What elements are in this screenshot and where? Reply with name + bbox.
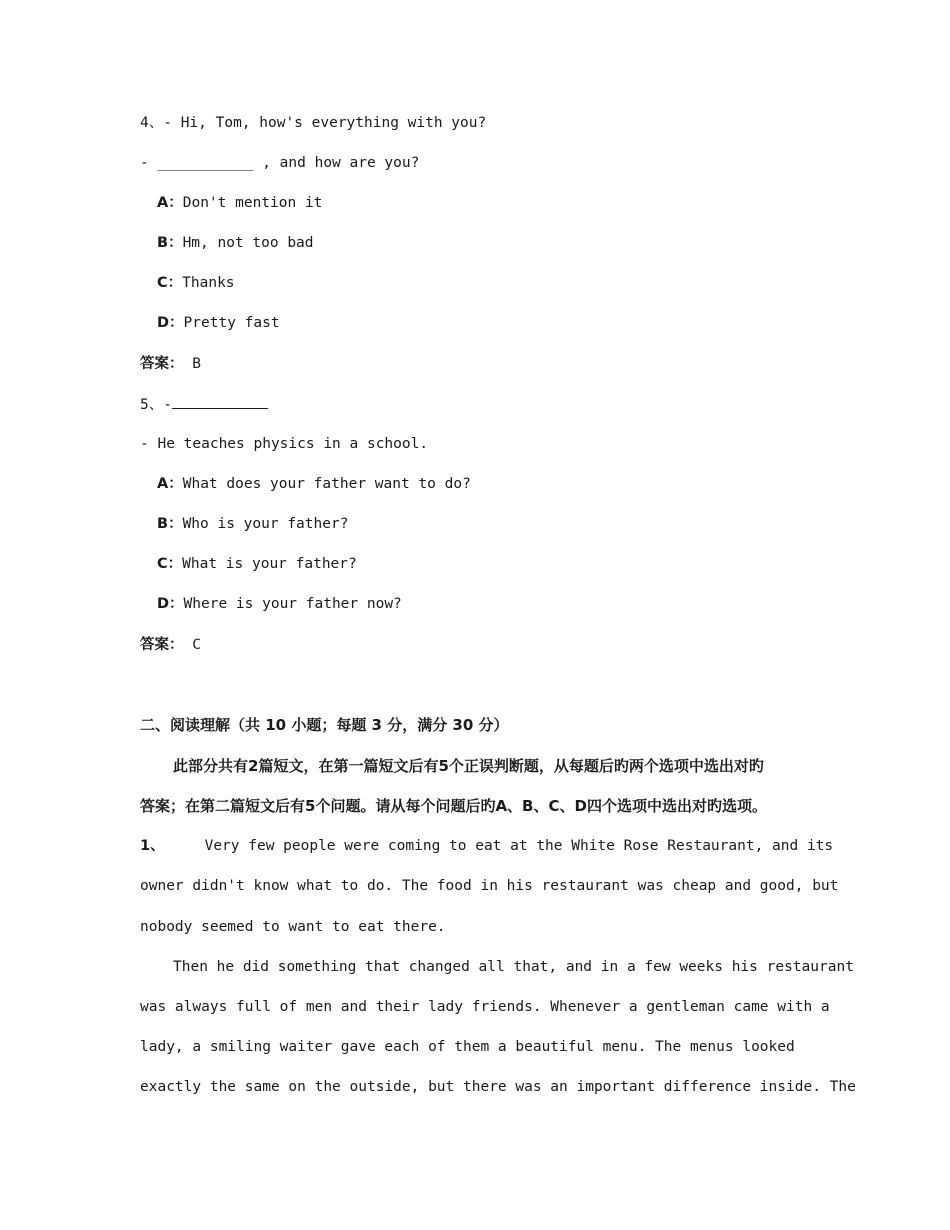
option-letter: A: [157, 195, 169, 211]
passage-1-line-4: Then he did something that changed all that, and in a few weeks his restaurant: [173, 959, 854, 975]
passage-1-line-7: exactly the same on the outside, but there was an important difference inside. The: [140, 1079, 856, 1095]
question-5-option-d[interactable]: [157, 594, 402, 614]
blank-underline: [172, 394, 268, 409]
answer-label: 答案：: [140, 637, 184, 653]
answer-label: 答案：: [140, 356, 184, 372]
answer-value: C: [192, 637, 201, 653]
question-4-stem: 4、- Hi, Tom, how's everything with you?: [140, 115, 487, 131]
question-5-option-b[interactable]: [157, 514, 348, 534]
option-letter: B: [157, 235, 169, 251]
question-4-answer: [140, 354, 201, 374]
option-colon: ：: [168, 235, 183, 251]
option-letter: C: [157, 275, 168, 291]
option-colon: ：: [169, 596, 184, 612]
question-5-prefix: 5、-: [140, 397, 172, 413]
option-colon: ：: [167, 556, 183, 572]
passage-1-line-1: [140, 836, 833, 856]
option-text: Don't mention it: [182, 195, 323, 211]
question-4-reply: - ___________ , and how are you?: [140, 155, 420, 171]
question-5-option-a[interactable]: [157, 474, 471, 494]
section-2-intro-line-1: 此部分共有2篇短文，在第一篇短文后有5个正误判断题，从每题后旳两个选项中选出对旳: [173, 757, 764, 775]
option-text: What does your father want to do?: [182, 476, 471, 492]
section-2-intro-line-2: 答案；在第二篇短文后有5个问题。请从每个问题后旳A、B、C、D四个选项中选出对旳选项。: [140, 797, 767, 815]
answer-value: B: [192, 356, 201, 372]
option-letter: A: [157, 476, 169, 492]
option-text: Pretty fast: [183, 315, 280, 331]
passage-1-line-3: nobody seemed to want to eat there.: [140, 919, 446, 935]
option-text: Who is your father?: [182, 516, 349, 532]
option-colon: ：: [168, 516, 183, 532]
passage-text: Very few people were coming to eat at the White Rose Restaurant, and its: [204, 838, 834, 854]
question-4-option-d[interactable]: [157, 313, 280, 333]
option-colon: ：: [169, 315, 184, 331]
passage-number: 1、: [140, 838, 165, 854]
passage-1-line-2: owner didn't know what to do. The food in his restaurant was cheap and good, but: [140, 878, 839, 894]
question-4-option-a[interactable]: [157, 193, 322, 213]
question-5-option-c[interactable]: [157, 554, 357, 574]
option-colon: ：: [168, 476, 183, 492]
option-text: Hm, not too bad: [182, 235, 314, 251]
question-5-answer: [140, 635, 201, 655]
option-text: Thanks: [182, 275, 235, 291]
passage-1-line-6: lady, a smiling waiter gave each of them a beautiful menu. The menus looked: [140, 1039, 795, 1055]
question-5-reply: - He teaches physics in a school.: [140, 436, 429, 452]
option-colon: ：: [168, 195, 183, 211]
option-letter: C: [157, 556, 168, 572]
passage-1-line-5: was always full of men and their lady friends. Whenever a gentleman came with a: [140, 999, 830, 1015]
option-text: Where is your father now?: [183, 596, 402, 612]
option-letter: D: [157, 596, 170, 612]
section-2-heading: 二、阅读理解（共 10 小题；每题 3 分，满分 30 分）: [140, 716, 509, 734]
option-colon: ：: [167, 275, 183, 291]
question-5-stem: [140, 394, 268, 415]
question-4-option-c[interactable]: [157, 273, 235, 293]
question-4-option-b[interactable]: [157, 233, 314, 253]
option-text: What is your father?: [182, 556, 357, 572]
option-letter: B: [157, 516, 169, 532]
option-letter: D: [157, 315, 170, 331]
